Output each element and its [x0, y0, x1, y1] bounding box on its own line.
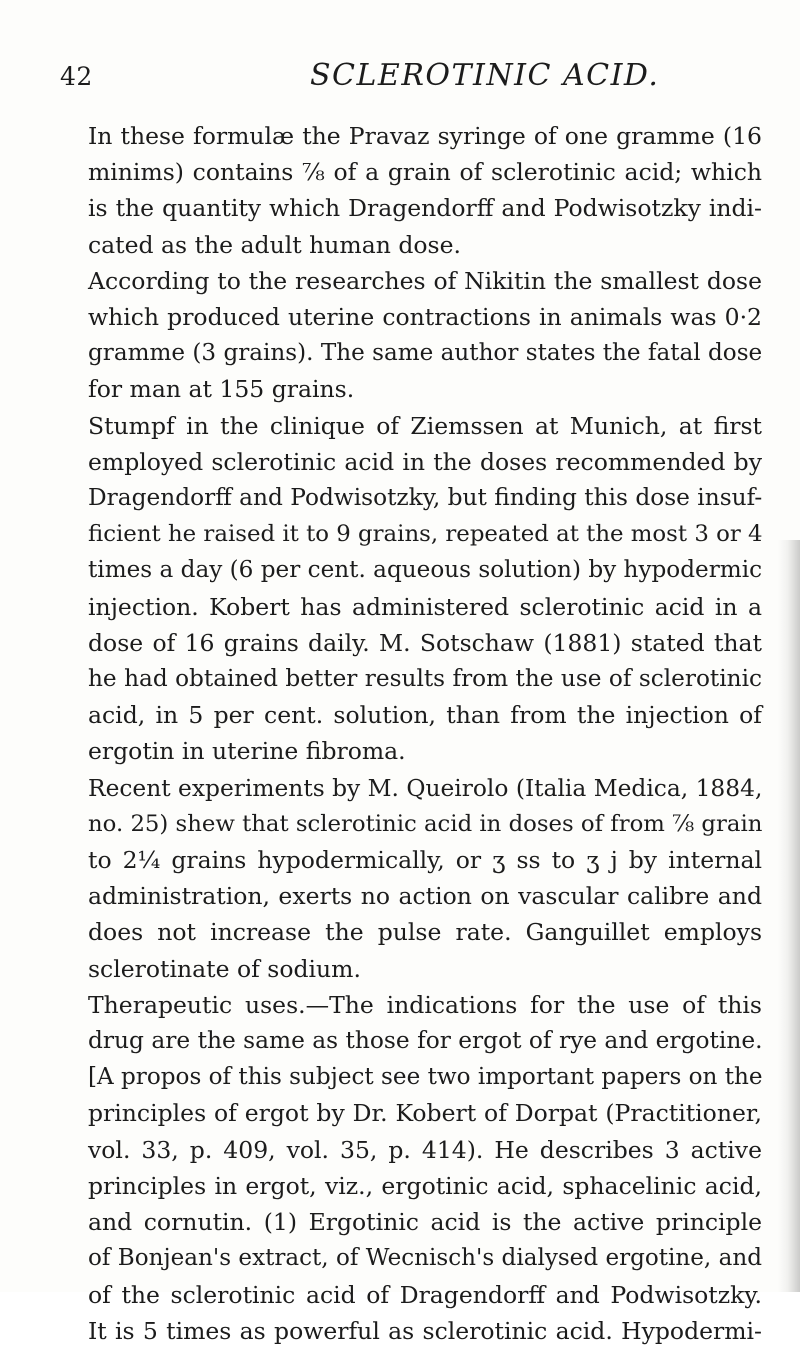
page-edge-shadow: [778, 540, 800, 1292]
text-line: dose of 16 grains daily. M. Sotschaw (1881) stated that: [88, 628, 762, 657]
text-line: injection. Kobert has administered sclerotinic acid in a: [88, 592, 762, 621]
text-line: of the sclerotinic acid of Dragendorff and Podwisotzky.: [88, 1280, 762, 1309]
text-line: sclerotinate of sodium.: [88, 954, 361, 983]
text-line: principles of ergot by Dr. Kobert of Dorpat (Practitioner,: [88, 1099, 762, 1128]
text-line: [A propos of this subject see two important papers on the: [88, 1064, 763, 1091]
paragraph-stumpf: [60, 408, 762, 770]
text-line: minims) contains ⅞ of a grain of sclerotinic acid; which: [88, 158, 762, 187]
text-line: vol. 33, p. 409, vol. 35, p. 414). He describes 3 active: [88, 1135, 762, 1164]
body-text: [60, 118, 762, 1349]
text-line: he had obtained better results from the use of sclerotinic: [88, 665, 762, 693]
text-line: which produced uterine contractions in animals was 0·2: [88, 303, 762, 332]
text-line: cated as the adult human dose.: [88, 230, 461, 259]
page-number: 42: [60, 62, 93, 91]
text-line: principles in ergot, viz., ergotinic acid, sphacelinic acid,: [88, 1171, 762, 1200]
paragraph-queirolo: [60, 770, 762, 987]
text-line: and cornutin. (1) Ergotinic acid is the active principle: [88, 1208, 762, 1237]
running-head: SCLEROTINIC ACID.: [310, 58, 660, 93]
text-line: does not increase the pulse rate. Ganguillet employs: [88, 918, 762, 947]
page-header: [60, 58, 760, 102]
text-line: In these formulæ the Pravaz syringe of one gramme (16: [88, 122, 762, 150]
text-line: Recent experiments by M. Queirolo (Italia Medica, 1884,: [88, 773, 763, 802]
paragraph-nikitin: [60, 263, 762, 408]
text-line: gramme (3 grains). The same author states the fatal dose: [88, 340, 763, 367]
text-line: Stumpf in the clinique of Ziemssen at Munich, at first: [88, 411, 762, 440]
text-line: ficient he raised it to 9 grains, repeated at the most 3 or 4: [88, 521, 763, 548]
text-line: drug are the same as those for ergot of rye and ergotine.: [88, 1027, 763, 1055]
text-line: no. 25) shew that sclerotinic acid in doses of from ⅞ grain: [88, 810, 763, 837]
text-line: for man at 155 grains.: [88, 375, 355, 404]
paragraph-therapeutic-uses: [60, 987, 762, 1349]
paragraph-syringe-dose: [60, 118, 762, 263]
text-line: It is 5 times as powerful as sclerotinic acid. Hypodermi-: [88, 1316, 762, 1345]
text-line: to 2¼ grains hypodermically, or ʒ ss to ʒ j by internal: [88, 846, 762, 875]
text-line: According to the researches of Nikitin the smallest dose: [88, 266, 762, 295]
text-line: times a day (6 per cent. aqueous solution) by hypodermic: [88, 557, 763, 584]
text-line: Therapeutic uses.—The indications for the use of this: [88, 990, 762, 1019]
text-line: employed sclerotinic acid in the doses recommended by: [88, 447, 762, 476]
text-line: acid, in 5 per cent. solution, than from the injection of: [88, 701, 762, 730]
text-line: of Bonjean's extract, of Wecnisch's dialysed ergotine, and: [88, 1245, 762, 1272]
text-line: Dragendorff and Podwisotzky, but finding this dose insuf-: [88, 484, 763, 512]
text-line: administration, exerts no action on vascular calibre and: [88, 882, 762, 911]
text-line: is the quantity which Dragendorff and Podwisotzky indi-: [88, 194, 762, 223]
text-line: ergotin in uterine fibroma.: [88, 737, 406, 766]
